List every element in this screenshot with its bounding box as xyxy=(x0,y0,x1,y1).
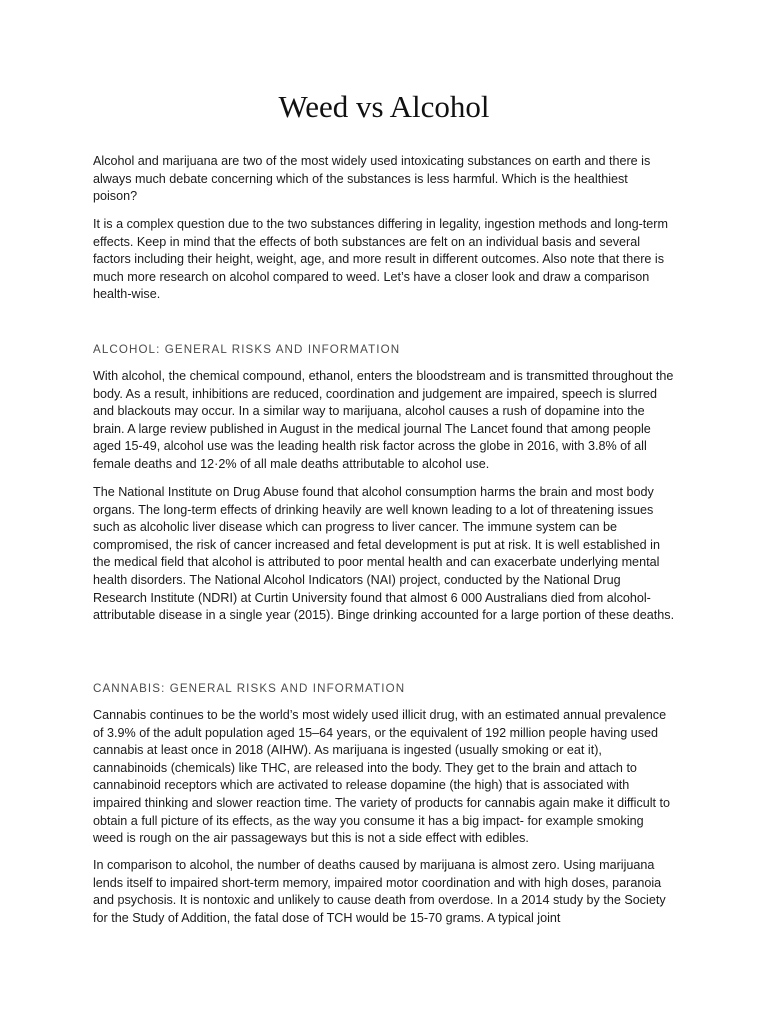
alcohol-paragraph-2: The National Institute on Drug Abuse found that alcohol consumption harms the brain and most body organs. The long-term effects of drinking heavily are well known leading to a lot of threatening issues such as alcoholic liver disease which can progress to liver cancer. The immune system can be compromised, the risk of cancer increased and fetal development is put at risk. It is well established in the medical field that alcohol is attributed to poor mental health and can exacerbate underlying mental health disorders. The National Alcohol Indicators (NAI) project, conducted by the National Drug Research Institute (NDRI) at Curtin University found that almost 6 000 Australians died from alcohol-attributable disease in a single year (2015). Binge drinking accounted for a large portion of these deaths. xyxy=(93,485,675,623)
intro-paragraph-1: Alcohol and marijuana are two of the most widely used intoxicating substances on earth and there is always much debate concerning which of the substances is less harmful. Which is the healthiest poison? xyxy=(93,154,651,204)
intro-paragraph-2: It is a complex question due to the two substances differing in legality, ingestion methods and long-term effects. Keep in mind that the effects of both substances are felt on an individual basis and several factors including their height, weight, age, and more result in different outcomes. Also note that there is much more research on alcohol compared to weed. Let’s have a closer look and draw a comparison health-wise. xyxy=(93,217,668,302)
section-heading-cannabis: CANNABIS: GENERAL RISKS AND INFORMATION xyxy=(93,682,406,695)
alcohol-paragraph-1: With alcohol, the chemical compound, ethanol, enters the bloodstream and is transmitted throughout the body. As a result, inhibitions are reduced, coordination and judgement are impaired, speech is slurred and blackouts may occur. In a similar way to marijuana, alcohol causes a rush of dopamine into the brain. A large review published in August in the medical journal The Lancet found that among people aged 15-49, alcohol use was the leading health risk factor across the globe in 2016, with 3.8% of all female deaths and 12·2% of all male deaths attributable to alcohol use. xyxy=(93,369,674,471)
document-title: Weed vs Alcohol xyxy=(278,89,490,124)
section-heading-alcohol: ALCOHOL: GENERAL RISKS AND INFORMATION xyxy=(93,343,401,356)
cannabis-paragraph-1: Cannabis continues to be the world’s most widely used illicit drug, with an estimated annual prevalence of 3.9% of the adult population aged 15–64 years, or the equivalent of 192 million people having used cannabis at least once in 2018 (AIHW). As marijuana is ingested (usually smoking or eat it), cannabinoids (chemicals) like THC, are released into the body. They get to the brain and attach to cannabinoid receptors which are activated to release dopamine (the high) that is associated with impaired thinking and slower reaction time. The variety of products for cannabis again make it difficult to obtain a full picture of its effects, as the way you consume it has a big impact- for example smoking weed is rough on the air passageways but this is not a side effect with edibles. xyxy=(93,708,671,846)
cannabis-paragraph-2: In comparison to alcohol, the number of deaths caused by marijuana is almost zero. Using marijuana lends itself to impaired short-term memory, impaired motor coordination and with high doses, paranoia and psychosis. It is nontoxic and unlikely to cause death from overdose. In a 2014 study by the Society for the Study of Addition, the fatal dose of TCH would be 15-70 grams. A typical joint xyxy=(93,858,666,925)
